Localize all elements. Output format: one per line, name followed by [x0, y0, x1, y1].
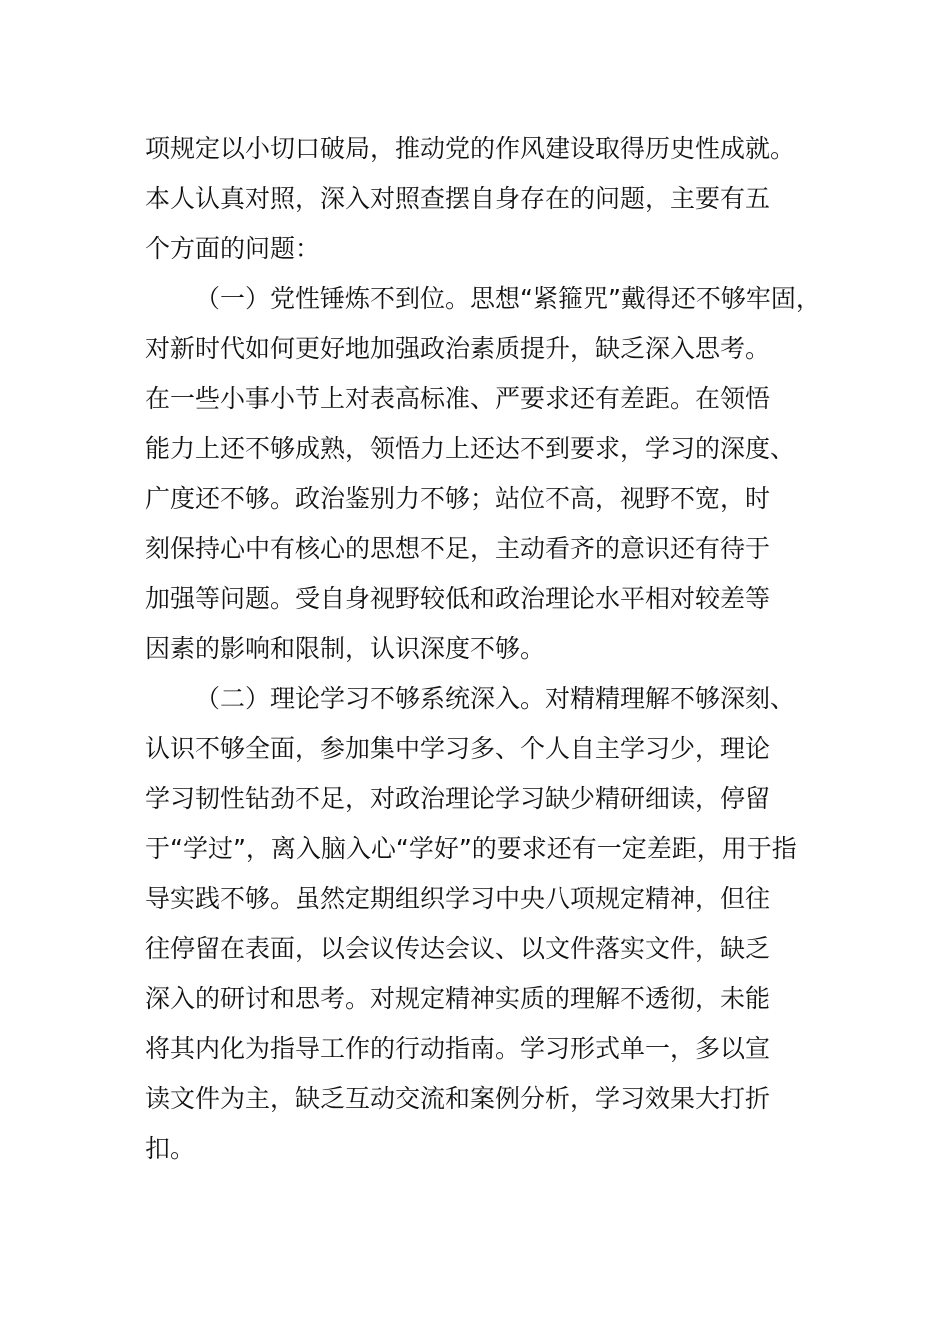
text-line: 在一些小事小节上对表高标准、严要求还有差距。在领悟 — [145, 384, 771, 413]
document-body — [145, 124, 821, 1174]
text-line: 本人认真对照，深入对照查摆自身存在的问题，主要有五 — [145, 184, 771, 213]
text-line: 深入的研讨和思考。对规定精神实质的理解不透彻，未能 — [145, 984, 771, 1013]
text-line: 扣。 — [145, 1134, 196, 1163]
text-line: 项规定以小切口破局，推动党的作风建设取得历史性成就。 — [145, 134, 796, 163]
text-line: 刻保持心中有核心的思想不足，主动看齐的意识还有待于 — [145, 534, 771, 563]
text-line: 加强等问题。受自身视野较低和政治理论水平相对较差等 — [145, 584, 771, 613]
text-line: 能力上还不够成熟，领悟力上还达不到要求，学习的深度、 — [145, 434, 796, 463]
text-line: 将其内化为指导工作的行动指南。学习形式单一，多以宣 — [145, 1034, 771, 1063]
text-line: 对新时代如何更好地加强政治素质提升，缺乏深入思考。 — [145, 334, 771, 363]
text-line: 读文件为主，缺乏互动交流和案例分析，学习效果大打折 — [145, 1084, 771, 1113]
section-one-heading-line: （一）党性锤炼不到位。思想“紧箍咒”戴得还不够牢固， — [195, 284, 821, 313]
text-line: 广度还不够。政治鉴别力不够；站位不高，视野不宽，时 — [145, 484, 771, 513]
text-line: 个方面的问题： — [145, 234, 321, 263]
section-two-heading-line: （二）理论学习不够系统深入。对精精理解不够深刻、 — [195, 684, 796, 713]
text-line: 往停留在表面，以会议传达会议、以文件落实文件，缺乏 — [145, 934, 771, 963]
text-line: 认识不够全面，参加集中学习多、个人自主学习少，理论 — [145, 734, 771, 763]
text-line: 于“学过”，离入脑入心“学好”的要求还有一定差距，用于指 — [145, 834, 797, 863]
text-line: 学习韧性钻劲不足，对政治理论学习缺少精研细读，停留 — [145, 784, 771, 813]
text-line: 因素的影响和限制，认识深度不够。 — [145, 634, 546, 663]
text-line: 导实践不够。虽然定期组织学习中央八项规定精神，但往 — [145, 884, 771, 913]
